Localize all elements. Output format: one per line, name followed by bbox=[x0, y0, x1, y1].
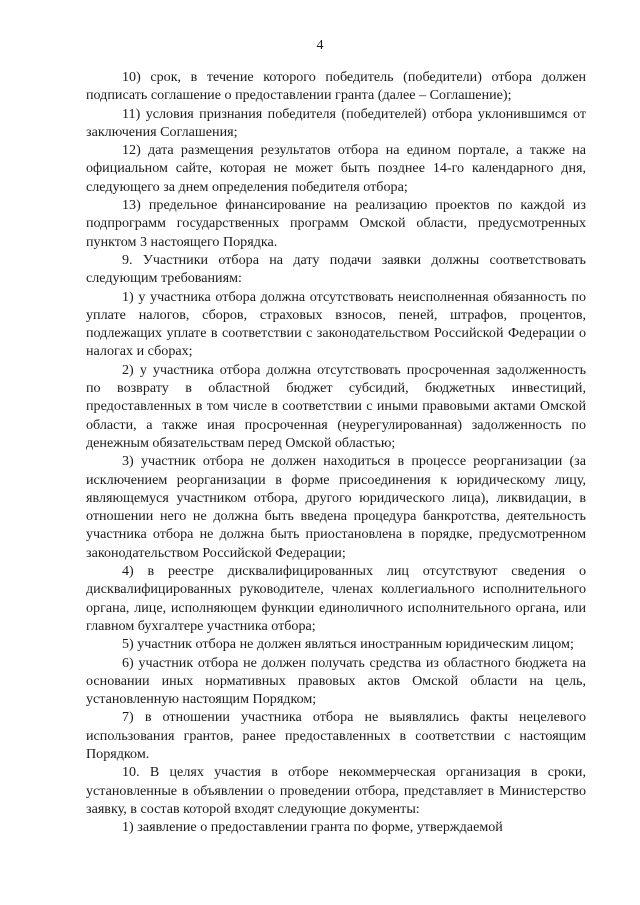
paragraph-requirement-5: 5) участник отбора не должен являться иностранным юридическим лицом; bbox=[122, 636, 574, 653]
paragraph-requirement-6: 6) участник отбора не должен получать средства из областного бюджета на основании иных нормативных правовых актов Омской области на цель, установленную настоящим Порядком; bbox=[86, 654, 586, 708]
paragraph-section-10: 10. В целях участия в отборе некоммерческая организация в сроки, установленные в объявлении о проведении отбора, представляет в Министерство заявку, в состав которой входят следующие документы: bbox=[86, 764, 586, 817]
paragraph-requirement-2: 2) у участника отбора должна отсутствовать просроченная задолженность по возврату в областной бюджет субсидий, бюджетных инвестиций, предоставленных в том числе в соответствии с иными правовыми актами Омской области, а также иная просроченная (неурегулированная) задолженность по денежным обязательствам перед Омской областью; bbox=[86, 361, 586, 451]
paragraph-requirement-4: 4) в реестре дисквалифицированных лиц отсутствуют сведения о дисквалифицированных руководителе, членах коллегиального исполнительного органа, лице, исполняющем функции единоличного исполнительного органа, или главном бухгалтере участника отбора; bbox=[86, 563, 586, 634]
paragraph-section-9: 9. Участники отбора на дату подачи заявки должны соответствовать следующим требованиям: bbox=[86, 251, 586, 287]
paragraph-item-10: 10) срок, в течение которого победитель (победители) отбора должен подписать соглашение о предоставлении гранта (далее – Соглашение); bbox=[86, 69, 586, 104]
paragraph-document-1: 1) заявление о предоставлении гранта по форме, утверждаемой bbox=[122, 819, 503, 836]
paragraph-requirement-3: 3) участник отбора не должен находиться в процессе реорганизации (за исключением реорганизации в форме присоединения к юридическому лицу, являющемуся участником отбора, другого юридического лица), ликвидации, в отношении него не должна быть введена процедура банкротства, деятельность участника отбора не должна быть приостановлена в порядке, предусмотренном законодательством Российской Федерации; bbox=[86, 453, 586, 561]
paragraph-item-13: 13) предельное финансирование на реализацию проектов по каждой из подпрограмм государственных программ Омской области, предусмотренных пунктом 3 настоящего Порядка. bbox=[86, 197, 586, 250]
paragraph-item-12: 12) дата размещения результатов отбора на едином портале, а также на официальном сайте, которая не может быть позднее 14-го календарного дня, следующего за днем определения победителя отбора; bbox=[86, 142, 586, 195]
paragraph-item-11: 11) условия признания победителя (победителей) отбора уклонившимся от заключения Соглашения; bbox=[86, 105, 586, 140]
paragraph-requirement-7: 7) в отношении участника отбора не выявлялись факты нецелевого использования грантов, ранее предоставленных в соответствии с настоящим Порядком. bbox=[86, 709, 586, 762]
document-body bbox=[86, 68, 586, 836]
page-number: 4 bbox=[316, 38, 324, 53]
paragraph-requirement-1: 1) у участника отбора должна отсутствовать неисполненная обязанность по уплате налогов, сборов, страховых взносов, пеней, штрафов, процентов, подлежащих уплате в соответствии с законодательством Российской Федерации о налогах и сборах; bbox=[86, 288, 586, 360]
